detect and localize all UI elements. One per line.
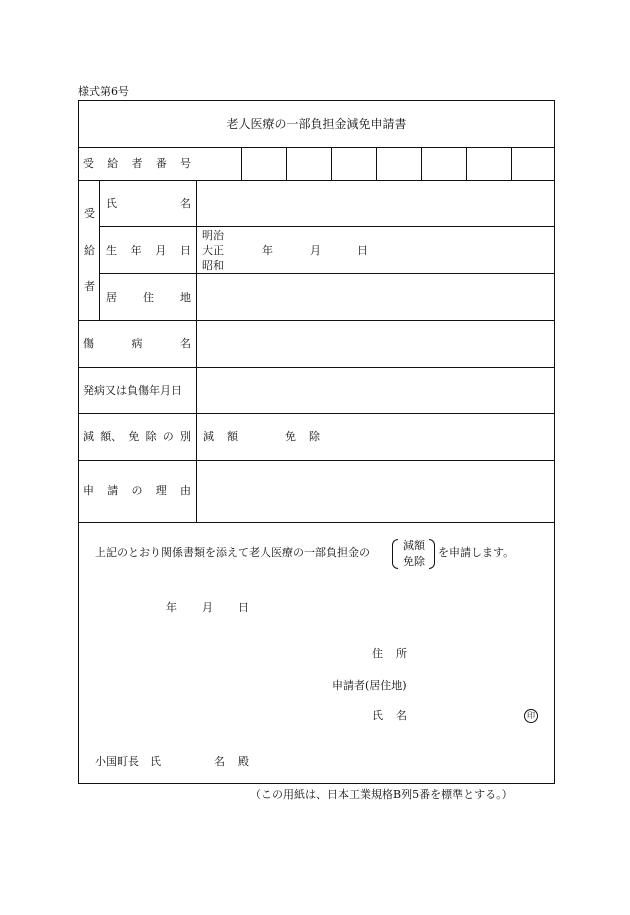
birth-year-unit: 年 [262,244,273,257]
side-label-char: 受 [84,207,95,220]
applicant-address-label: 住 所 [372,647,407,660]
option-exemption[interactable]: 免 除 [285,430,320,443]
reduction-type-label: 減 額、 免 除 の 別 [83,430,191,443]
recipient-number-input[interactable] [242,148,555,180]
era-taisho: 大正 [202,244,224,257]
date-year: 年 [166,601,177,614]
footnote: （この用紙は、日本工業規格B列5番を標準とする。） [250,788,513,801]
date-day: 日 [238,601,249,614]
left-brace [392,539,398,569]
address-input[interactable] [197,274,555,320]
addressee-honorific: 殿 [238,755,249,768]
form-number: 様式第6号 [78,85,129,98]
statement-option-exemption: 免除 [403,555,425,568]
applicant-name-label: 氏 名 [372,709,407,722]
addressee-name: 名 [214,755,225,768]
address-label: 居 住 地 [106,291,191,304]
form-title: 老人医療の一部負担金減免申請書 [226,117,407,131]
onset-date-input[interactable] [197,368,555,413]
statement-end: を申請します。 [438,546,515,559]
onset-label: 発病又は負傷年月日 [83,384,182,397]
statement-option-reduction: 減額 [403,539,425,552]
recipient-number-label: 受 給 者 番 号 [83,157,191,170]
applicant-label: 申請者(居住地) [332,679,407,692]
option-reduction[interactable]: 減 額 [203,430,238,443]
name-input[interactable] [197,181,555,226]
statement-text: 上記のとおり関係書類を添えて老人医療の一部負担金の [95,546,370,559]
birth-month-unit: 月 [310,244,321,257]
disease-label: 傷 病 名 [83,337,191,350]
era-meiji: 明治 [202,229,224,242]
row-divider [99,226,555,227]
birth-date-label: 生 年 月 日 [106,244,191,257]
era-showa: 昭和 [202,259,224,272]
row-divider [78,413,555,414]
side-label-char: 者 [84,280,95,293]
disease-input[interactable] [197,321,555,367]
side-label-char: 給 [84,244,95,257]
addressee-title: 小国町長 氏 [95,755,161,768]
reason-label: 申 請 の 理 由 [83,484,191,497]
side-column-divider [99,180,100,320]
name-label: 氏 名 [106,197,191,210]
right-brace [429,539,435,569]
row-divider [78,522,555,523]
birth-day-unit: 日 [357,244,368,257]
reason-input[interactable] [197,461,555,522]
seal-mark: 印 [524,709,538,723]
date-month: 月 [202,601,213,614]
